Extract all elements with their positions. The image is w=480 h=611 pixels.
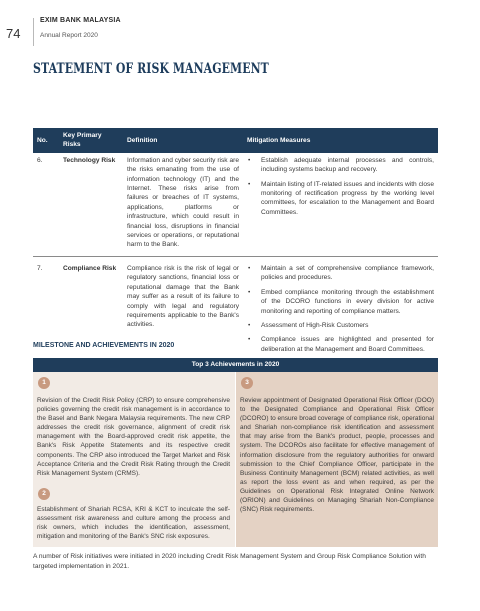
page-title: STATEMENT OF RISK MANAGEMENT (33, 61, 269, 77)
measure-item (247, 264, 434, 283)
header-definition: Definition (123, 128, 243, 153)
achievement-number-badge: 2 (38, 488, 50, 500)
mitigation-measures (243, 153, 438, 257)
header-mitigation: Mitigation Measures (243, 128, 438, 153)
measure-item (247, 288, 434, 316)
measure-text: Establish adequate internal processes and controls, including systems backup and recovery. (261, 156, 434, 174)
measure-item (247, 156, 434, 175)
header-risk: Key Primary Risks (59, 128, 123, 153)
risk-table-header (33, 128, 438, 153)
header-divider (33, 18, 34, 46)
brand-name: EXIM BANK MALAYSIA (40, 17, 121, 24)
bullet-icon: • (248, 336, 251, 344)
bullet-icon: • (248, 288, 251, 296)
risk-definition: Information and cyber security risk are the risks emanating from the use of information technology (IT) and the Internet. These risks arise from failures or breaches of IT systems, applications, platforms or infrastructure, which could result in financial loss, disruptions in financial services or operations, or reputational harm to the Bank. (123, 153, 243, 257)
measure-item (247, 180, 434, 218)
bullet-icon: • (248, 321, 251, 329)
footnote: A number of Risk initiatives were initiated in 2020 including Credit Risk Management System and Group Risk Compliance Solution with targeted implementation in 2021. (33, 553, 426, 570)
risk-name: Compliance Risk (59, 256, 123, 365)
measure-text: Assessment of High-Risk Customers (261, 321, 369, 329)
risk-definition: Compliance risk is the risk of legal or regulatory sanctions, financial loss or reputational damage that the Bank may suffer as a result of its failure to comply with legal and regulatory requirements applicable to the Bank's activities. (123, 256, 243, 365)
page-number: 74 (6, 26, 21, 41)
achievements-title-bar: Top 3 Achievements in 2020 (33, 358, 438, 372)
measure-text: Maintain listing of IT-related issues and incidents with close monitoring of rectification progress by the working level committees, for escalation to the Management and Board Committees. (261, 180, 434, 216)
measure-text: Compliance issues are highlighted and presented for deliberation at the Management and Board Committees. (261, 336, 434, 353)
achievements-right-panel (236, 372, 438, 547)
measure-item (247, 335, 434, 354)
achievements-left-panel (33, 372, 235, 547)
achievement-text: Review appointment of Designated Operational Risk Officer (DOO) to the Designated Compliance and Operational Risk Officer (DCORO) to ensure broad coverage of compliance risk, operational and Shariah non-compliance risk identification and assessment that may arise from the Bank's product, people, processes and system. The DCOROs also facilitate for effective management of information disclosure from the regulatory authorities for onward submission to the Chief Compliance Officer, participate in the Business Continuity Management (BCM) related activities, as well as report the loss event as and when required, as per the Guidelines on Operational Risk Integrated Online Network (ORION) and Guidelines on Managing Shariah Non-Compliance (SNC) Risk requirements. (240, 397, 435, 514)
table-row (33, 256, 438, 365)
report-name: Annual Report 2020 (40, 32, 98, 39)
bullet-icon: • (248, 264, 251, 272)
mitigation-measures (243, 256, 438, 365)
milestone-section-title: MILESTONE AND ACHIEVEMENTS IN 2020 (33, 342, 175, 349)
achievement-number-badge: 1 (38, 377, 50, 389)
bullet-icon: • (248, 156, 251, 164)
risk-name: Technology Risk (59, 153, 123, 257)
achievement-text: Revision of the Credit Risk Policy (CRP) to ensure comprehensive policies governing the credit risk management is in accordance to the Basel and Bank Negara Malaysia requirements. The new CRP addresses the credit risk governance, alignment of credit risk management with the Board-approved credit risk appetite, the Bank's Risk Appetite Statements and its respective credit components. The CRP also introduced the Target Market and Risk Acceptance Criteria and the Credit Risk Rating through the Credit Risk Management System (CRMS). (37, 397, 230, 477)
bullet-icon: • (248, 180, 251, 188)
measure-text: Embed compliance monitoring through the establishment of the DCORO functions in every division for active monitoring and reporting of compliance matters. (261, 288, 434, 315)
achievement-text: Establishment of Shariah RCSA, KRI & KCT to inculcate the self-assessment risk awareness and culture among the process and risk owners, which includes the identification, assessment, mitigation and monitoring of the Bank's SNC risk exposures. (37, 506, 230, 541)
row-number: 6. (33, 153, 59, 257)
measure-item (247, 321, 434, 330)
header-no: No. (33, 128, 59, 153)
measure-text: Maintain a set of comprehensive compliance framework, policies and procedures. (261, 264, 434, 282)
table-row (33, 153, 438, 257)
row-number: 7. (33, 256, 59, 365)
achievement-number-badge: 3 (241, 377, 253, 389)
risk-table (33, 128, 438, 366)
